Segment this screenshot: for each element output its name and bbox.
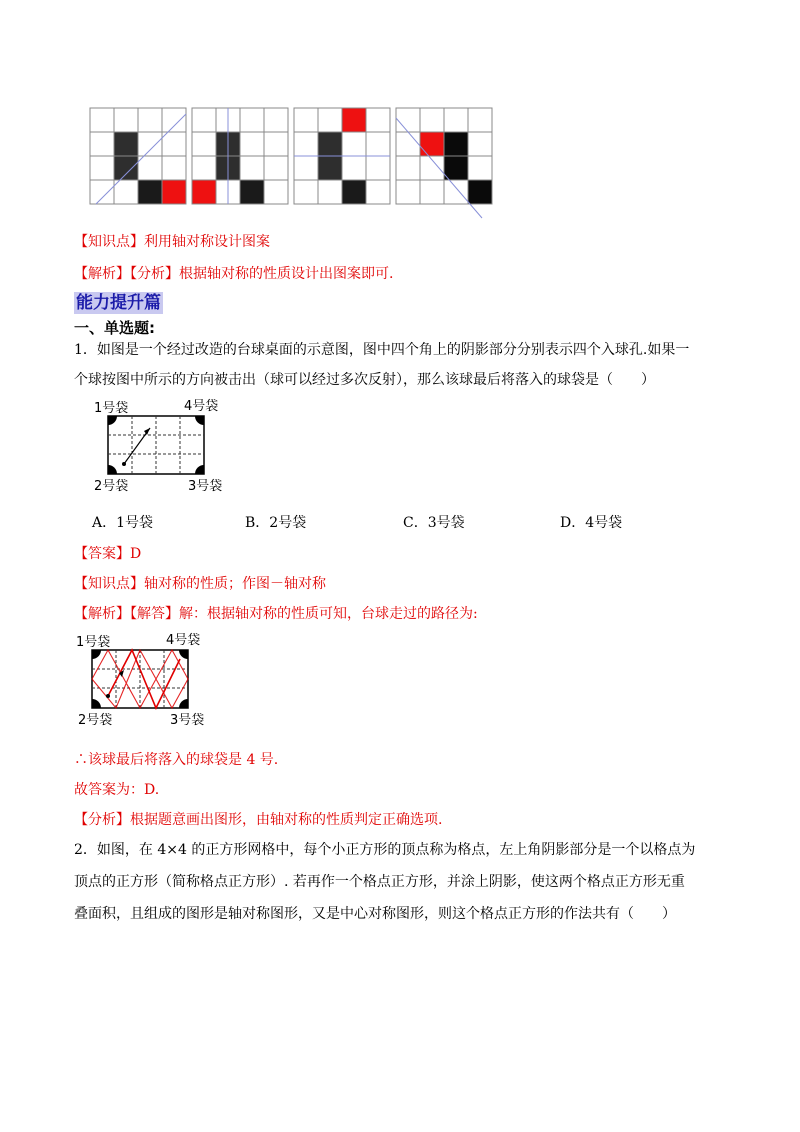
analysis-text: 根据轴对称的性质设计出图案即可. xyxy=(179,266,394,282)
knowledge-tag: 【知识点】 xyxy=(74,234,144,250)
q2-line-3: 叠面积，且组成的图形是轴对称图形，又是中心对称图形，则这个格点正方形的作法共有（ ） xyxy=(74,906,676,922)
analysis-line xyxy=(74,264,393,284)
option-a: A．1号袋 xyxy=(92,515,154,531)
pocket-4-label: 4号袋 xyxy=(184,399,219,414)
q1-analysis-text: 根据题意画出图形，由轴对称的性质判定正确选项. xyxy=(130,812,443,828)
pocket-2-label: 2号袋 xyxy=(94,479,129,494)
solution-subtag: 【解答】 xyxy=(130,606,179,622)
pocket-1-label: 1号袋 xyxy=(94,401,129,416)
analysis-subtag: 【分析】 xyxy=(130,266,179,282)
analysis-tag: 【解析】 xyxy=(74,266,130,282)
solution-text: 解：根据轴对称的性质可知，台球走过的路径为: xyxy=(179,606,478,622)
option-d: D．4号袋 xyxy=(560,515,623,531)
symmetry-grids-figure xyxy=(88,106,494,220)
option-c: C．3号袋 xyxy=(403,515,465,531)
billiard-path-figure xyxy=(74,630,214,728)
pocket-3-label: 3号袋 xyxy=(188,479,223,494)
q1-knowledge-tag: 【知识点】 xyxy=(74,576,144,592)
q1-analysis-tag: 【分析】 xyxy=(74,812,130,828)
option-b: B．2号袋 xyxy=(245,515,307,531)
knowledge-point-line xyxy=(74,232,270,252)
path-pocket-2-label: 2号袋 xyxy=(78,713,113,728)
grid-4 xyxy=(396,108,492,218)
q2-line-1: 2．如图，在 4×4 的正方形网格中，每个小正方形的顶点称为格点，左上角阴影部分是一个以格点为 xyxy=(74,842,696,858)
knowledge-text: 利用轴对称设计图案 xyxy=(144,234,270,250)
billiard-table-figure xyxy=(92,396,232,494)
section-subheading: 一、单选题: xyxy=(74,319,155,337)
q1-line-2: 个球按图中所示的方向被击出（球可以经过多次反射），那么该球最后将落入的球袋是（ ） xyxy=(74,372,655,388)
solution-tag: 【解析】 xyxy=(74,606,130,622)
path-pocket-3-label: 3号袋 xyxy=(170,713,205,728)
q1-line-1: 1．如图是一个经过改造的台球桌面的示意图，图中四个角上的阴影部分分别表示四个入球孔.如果一 xyxy=(74,342,690,358)
answer-line xyxy=(74,544,141,564)
path-pocket-4-label: 4号袋 xyxy=(166,633,201,648)
answer-value: D xyxy=(130,546,142,562)
q1-solution-line xyxy=(74,604,478,624)
q1-knowledge-text: 轴对称的性质；作图－轴对称 xyxy=(144,576,326,592)
section-title: 能力提升篇 xyxy=(76,293,161,313)
conclusion-line: ∴该球最后将落入的球袋是 4 号. xyxy=(74,752,279,768)
grid-1 xyxy=(90,108,186,204)
answer-tag: 【答案】 xyxy=(74,546,130,562)
q1-analysis-line xyxy=(74,810,442,830)
q2-line-2: 顶点的正方形（简称格点正方形）. 若再作一个格点正方形，并涂上阴影，使这两个格点正方形无重 xyxy=(74,874,685,890)
q1-knowledge-line xyxy=(74,574,326,594)
grid-3 xyxy=(294,108,390,204)
path-pocket-1-label: 1号袋 xyxy=(76,635,111,650)
grid-2 xyxy=(192,108,288,204)
final-answer-line: 故答案为：D. xyxy=(74,782,160,798)
